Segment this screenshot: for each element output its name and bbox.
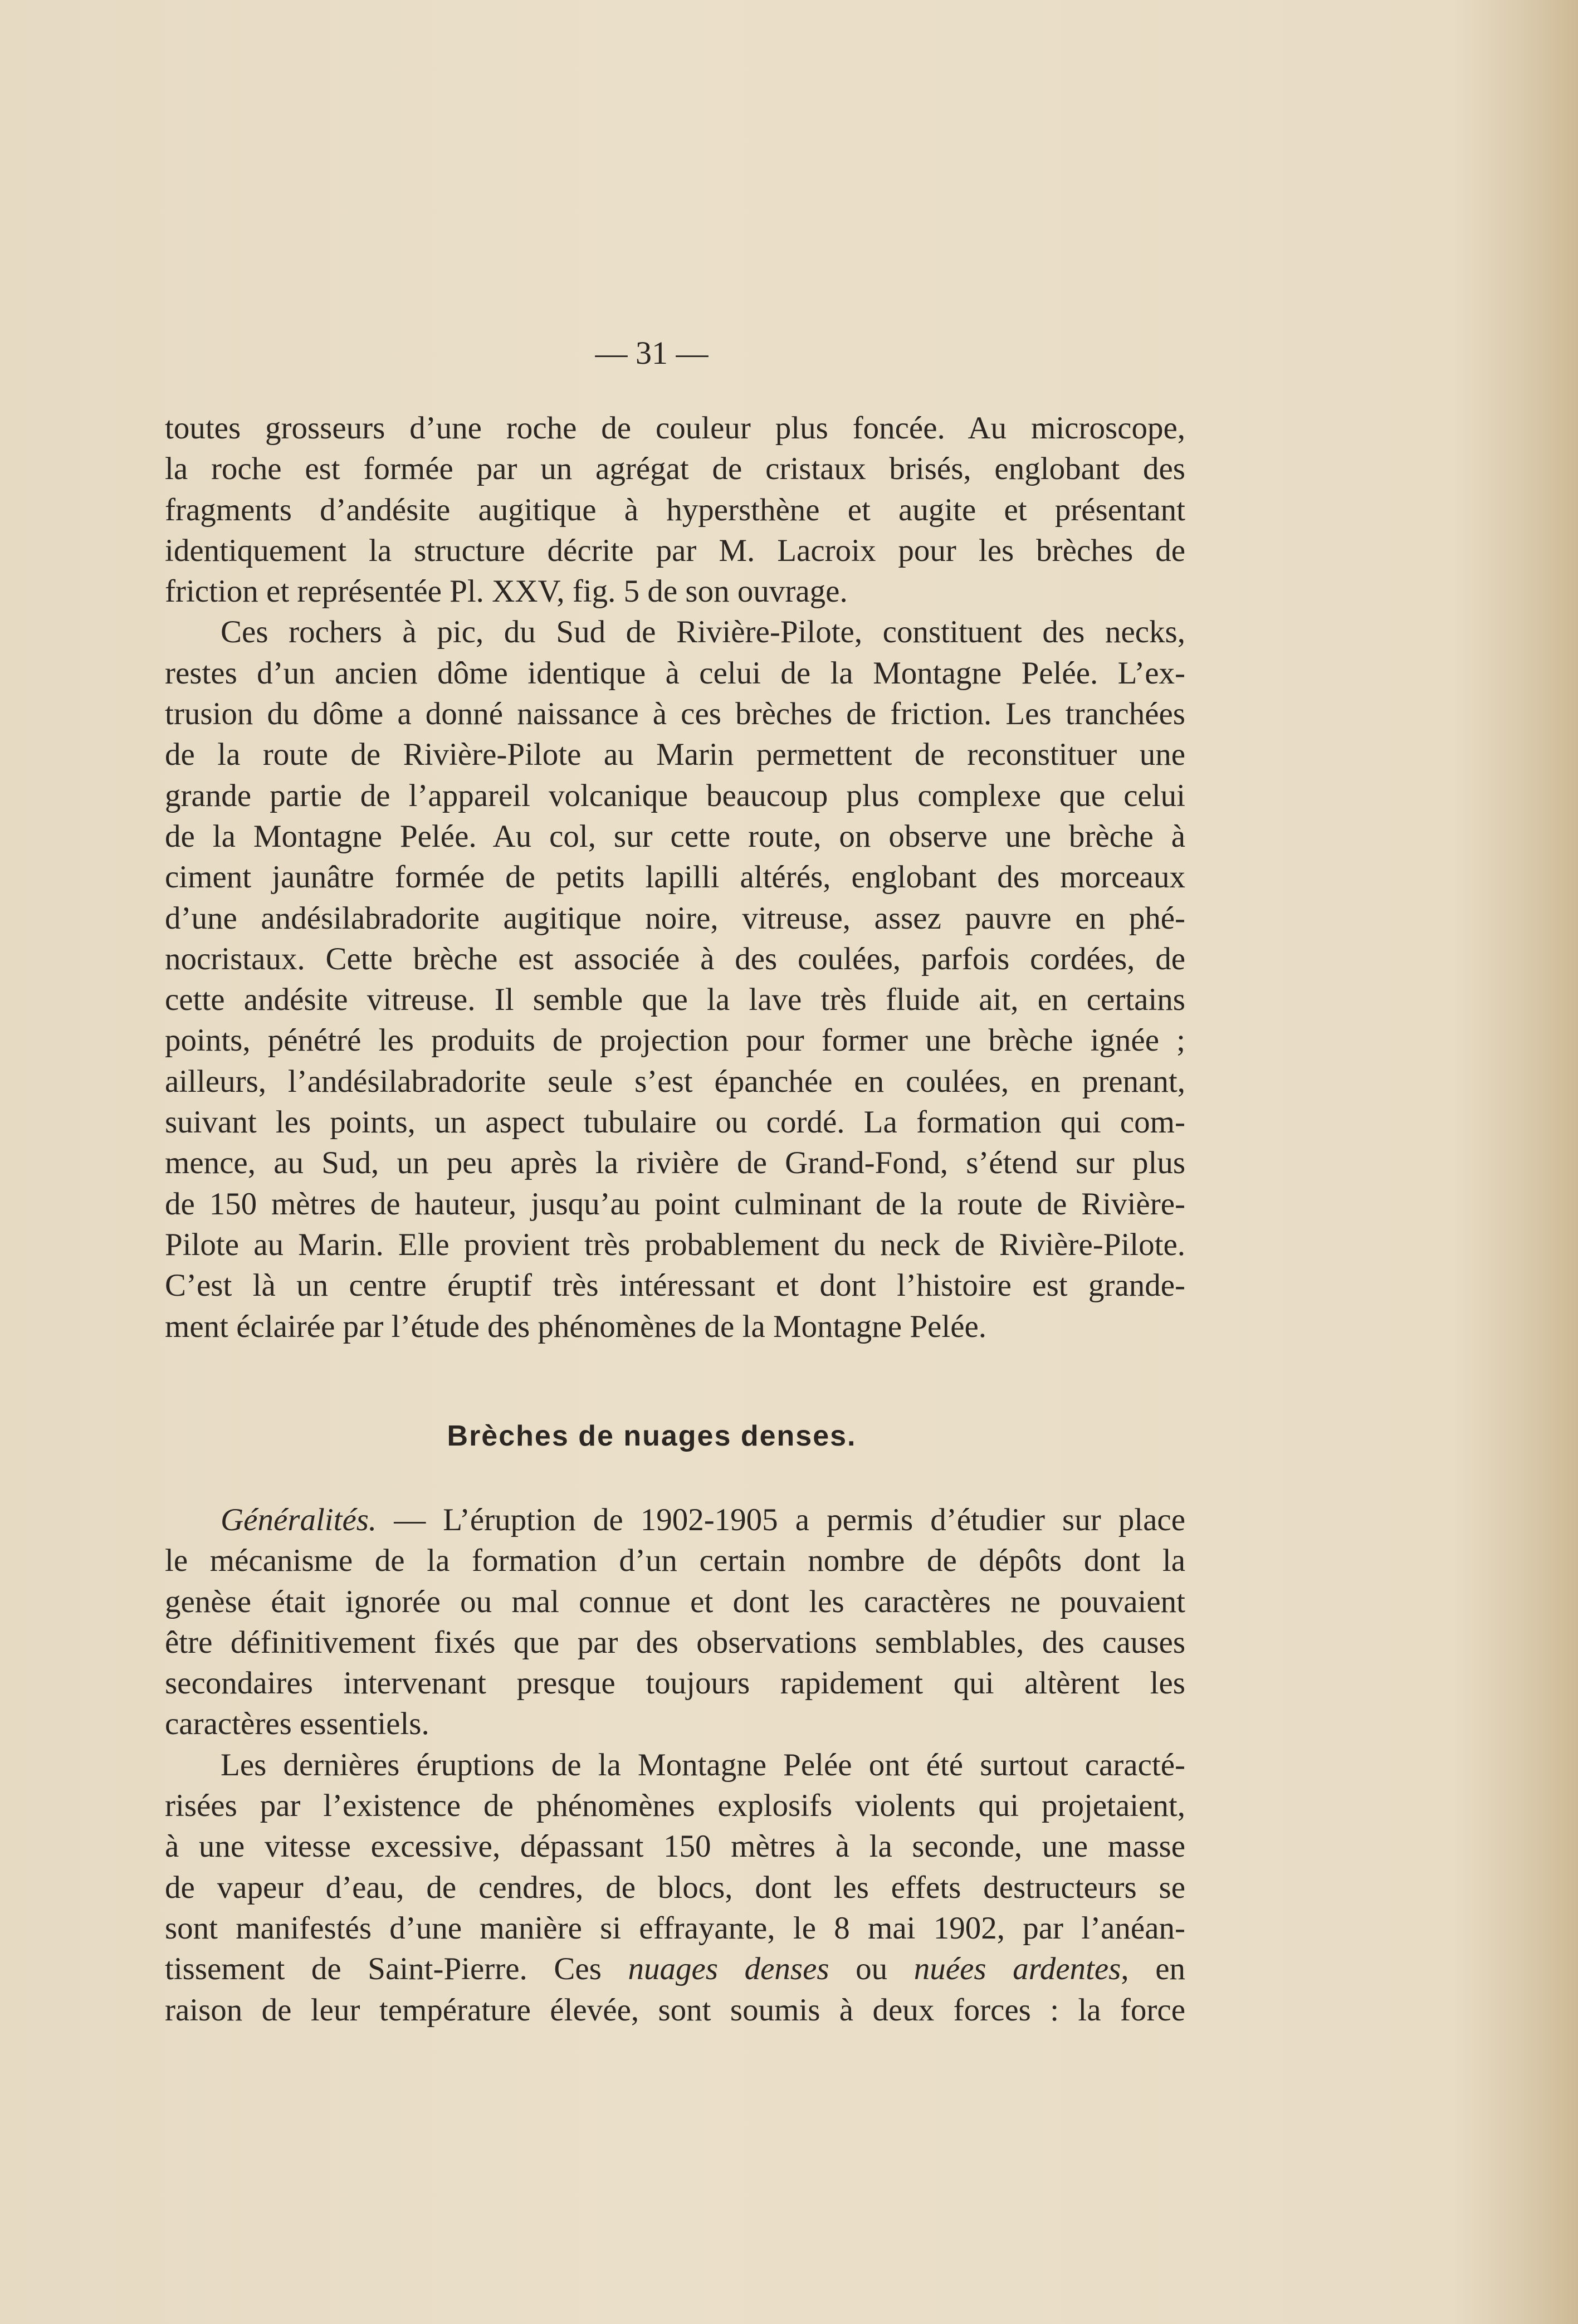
text-span: tissement de Saint-Pierre. Ces	[165, 1951, 628, 1987]
text-line: ciment jaunâtre formée de petits lapilli altérés, englobant des morceaux	[165, 860, 1185, 895]
text-line: friction et représentée Pl. XXV, fig. 5 de son ouvrage.	[165, 574, 848, 609]
text-line: de la Montagne Pelée. Au col, sur cette route, on observe une brèche à	[165, 818, 1185, 854]
text-line	[165, 1500, 1185, 1540]
text-span: ou	[829, 1951, 914, 1987]
text-line: restes d’un ancien dôme identique à celui de la Montagne Pelée. L’ex-	[165, 655, 1185, 691]
italic-text: nuées ardentes	[913, 1951, 1121, 1987]
text-line: être définitivement fixés que par des observations semblables, des causes	[165, 1624, 1185, 1660]
section1-text	[165, 408, 1185, 1347]
section2-text	[165, 1500, 1185, 2030]
text-line: Les dernières éruptions de la Montagne Pelée ont été surtout caracté-	[221, 1747, 1185, 1783]
text-line	[165, 1949, 1185, 1989]
text-line: mence, au Sud, un peu après la rivière de Grand-Fond, s’étend sur plus	[165, 1145, 1185, 1181]
paragraph	[165, 612, 1185, 1346]
paragraph	[165, 1745, 1185, 2030]
text-line: Ces rochers à pic, du Sud de Rivière-Pilote, constituent des necks,	[221, 614, 1185, 650]
text-line: trusion du dôme a donné naissance à ces brèches de friction. Les tranchées	[165, 696, 1185, 732]
text-line: de 150 mètres de hauteur, jusqu’au point culminant de la route de Rivière-	[165, 1186, 1185, 1222]
text-line: caractères essentiels.	[165, 1706, 429, 1742]
text-line: nocristaux. Cette brèche est associée à des coulées, parfois cordées, de	[165, 941, 1185, 977]
paragraph	[165, 408, 1185, 612]
text-line: ailleurs, l’andésilabradorite seule s’est épanchée en coulées, en prenant,	[165, 1063, 1185, 1099]
italic-text: Généralités.	[221, 1502, 377, 1537]
text-line: grande partie de l’appareil volcanique beaucoup plus complexe que celui	[165, 778, 1185, 813]
text-span: , en	[1121, 1951, 1185, 1987]
paragraph	[165, 1500, 1185, 1745]
text-line: points, pénétré les produits de projection pour former une brèche ignée ;	[165, 1023, 1185, 1058]
text-line: d’une andésilabradorite augitique noire, vitreuse, assez pauvre en phé-	[165, 900, 1185, 936]
text-line: de vapeur d’eau, de cendres, de blocs, dont les effets destructeurs se	[165, 1869, 1185, 1905]
page-number: — 31 —	[595, 335, 709, 371]
text-line: la roche est formée par un agrégat de cristaux brisés, englobant des	[165, 451, 1185, 487]
text-line: de la route de Rivière-Pilote au Marin permettent de reconstituer une	[165, 737, 1185, 773]
text-line: identiquement la structure décrite par M. Lacroix pour les brèches de	[165, 533, 1185, 568]
text-line: suivant les points, un aspect tubulaire ou cordé. La formation qui com-	[165, 1105, 1185, 1140]
text-line: risées par l’existence de phénomènes explosifs violents qui projetaient,	[165, 1788, 1185, 1824]
text-span: — L’éruption de 1902-1905 a permis d’étudier sur place	[377, 1502, 1185, 1537]
text-line: Pilote au Marin. Elle provient très probablement du neck de Rivière-Pilote.	[165, 1227, 1185, 1262]
text-line: le mécanisme de la formation d’un certain nombre de dépôts dont la	[165, 1543, 1185, 1579]
section-heading: Brèches de nuages denses.	[447, 1420, 857, 1452]
text-line: secondaires intervenant presque toujours rapidement qui altèrent les	[165, 1666, 1185, 1701]
text-line: genèse était ignorée ou mal connue et dont les caractères ne pouvaient	[165, 1584, 1185, 1619]
text-line: sont manifestés d’une manière si effrayante, le 8 mai 1902, par l’anéan-	[165, 1910, 1185, 1946]
italic-text: nuages denses	[628, 1951, 829, 1987]
text-line: C’est là un centre éruptif très intéressant et dont l’histoire est grande-	[165, 1268, 1185, 1303]
text-line: ment éclairée par l’étude des phénomènes de la Montagne Pelée.	[165, 1309, 987, 1344]
text-line: toutes grosseurs d’une roche de couleur plus foncée. Au microscope,	[165, 411, 1185, 446]
text-line: fragments d’andésite augitique à hypersthène et augite et présentant	[165, 492, 1185, 528]
text-line: cette andésite vitreuse. Il semble que la lave très fluide ait, en certains	[165, 982, 1185, 1018]
text-line: raison de leur température élevée, sont soumis à deux forces : la force	[165, 1992, 1185, 2028]
text-line: à une vitesse excessive, dépassant 150 mètres à la seconde, une masse	[165, 1829, 1185, 1864]
